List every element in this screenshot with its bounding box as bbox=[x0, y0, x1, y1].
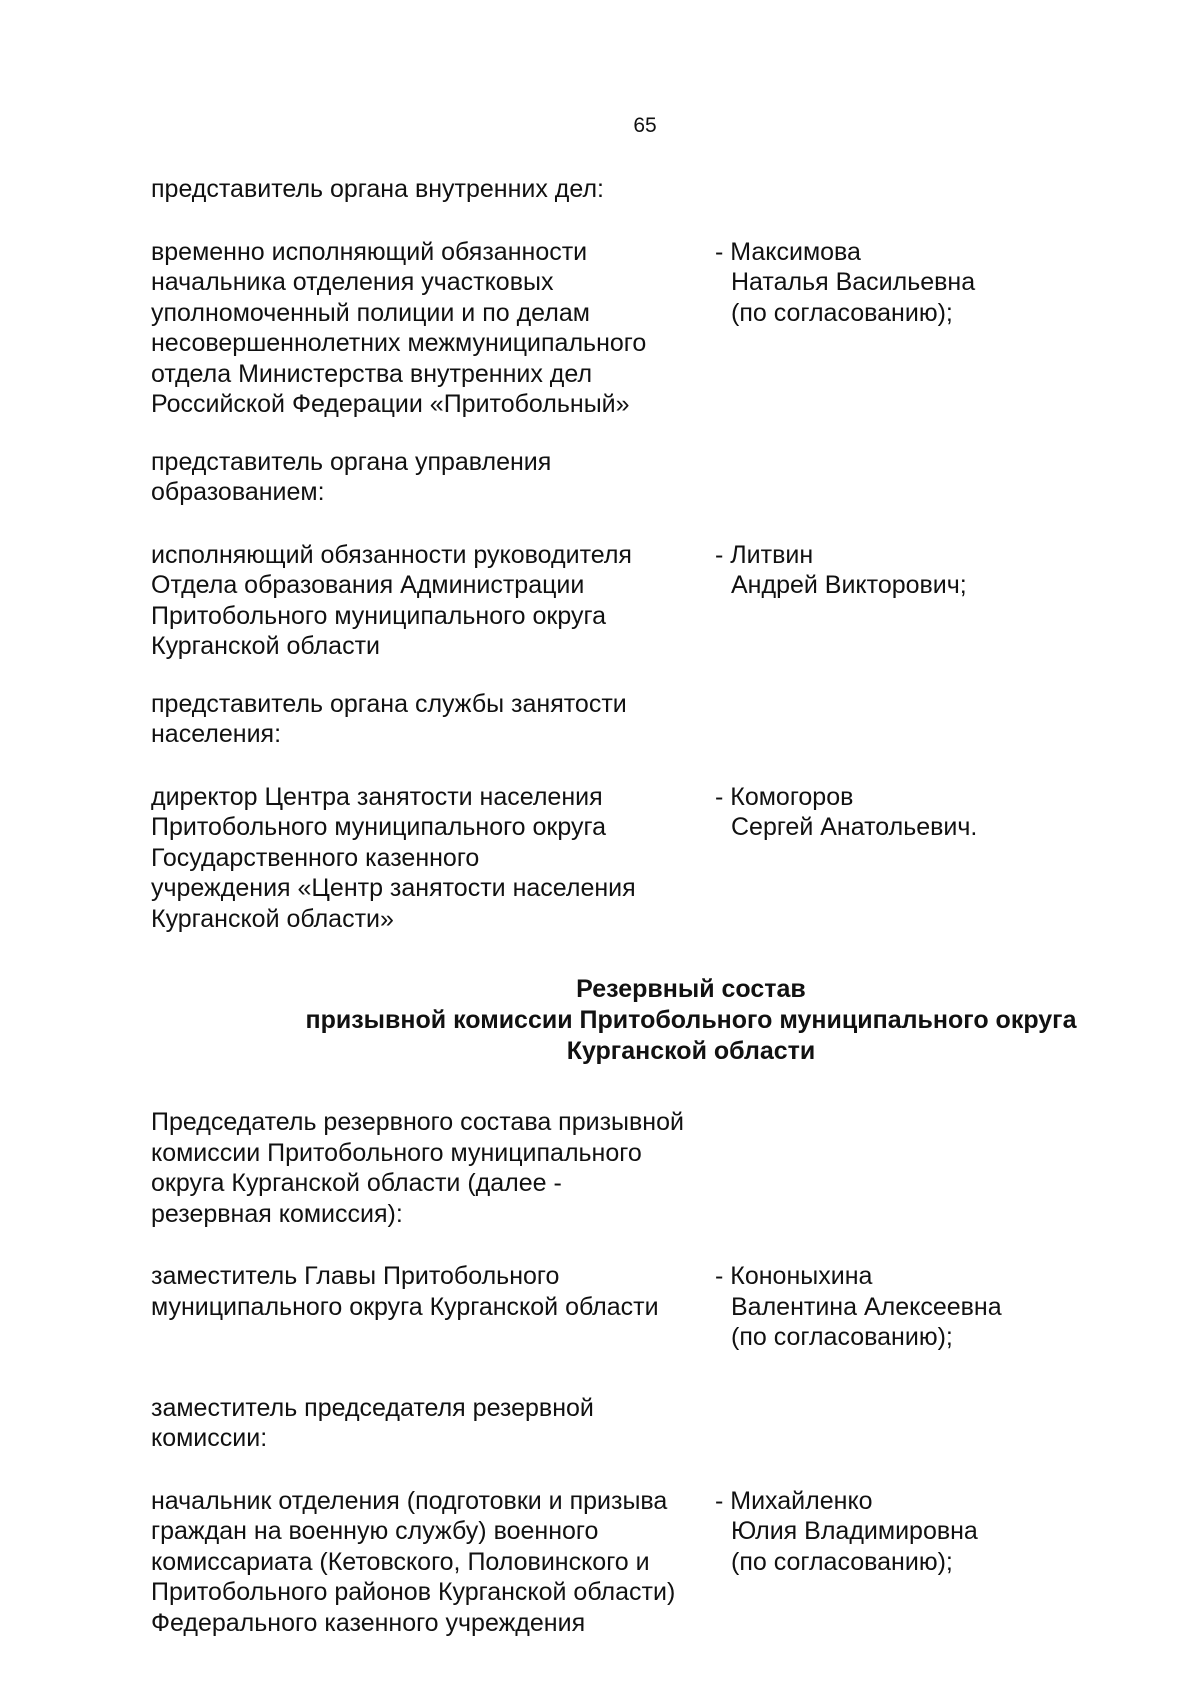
label-line: Председатель резервного состава призывной bbox=[151, 1108, 684, 1136]
agreement-note: (по согласованию); bbox=[731, 298, 953, 327]
position-line: директор Центра занятости населения bbox=[151, 782, 603, 811]
position-line: отдела Министерства внутренних дел bbox=[151, 359, 593, 388]
position-line: Курганской области» bbox=[151, 904, 394, 933]
label-line: заместитель председателя резервной bbox=[151, 1393, 594, 1422]
member-row-kononykhina bbox=[151, 1261, 1071, 1353]
label-line: комиссии Притобольного муниципального bbox=[151, 1138, 642, 1167]
surname: - Комогоров bbox=[715, 782, 854, 811]
label-line: комиссии: bbox=[151, 1424, 268, 1452]
position-line: Российской Федерации «Притобольный» bbox=[151, 390, 630, 418]
member-row-komogorov bbox=[151, 782, 1071, 935]
given-names: Юлия Владимировна bbox=[731, 1517, 978, 1545]
label-line: образованием: bbox=[151, 478, 325, 506]
rep-employment-label bbox=[151, 689, 1071, 750]
label-line: представитель органа внутренних дел: bbox=[151, 175, 605, 203]
position-line: начальника отделения участковых bbox=[151, 268, 554, 296]
position-line: исполняющий обязанности руководителя bbox=[151, 540, 632, 569]
position-line: Притобольного муниципального округа bbox=[151, 813, 606, 841]
member-row-litvin bbox=[151, 540, 1071, 662]
rep-education-label bbox=[151, 447, 1071, 508]
member-position bbox=[151, 1486, 731, 1639]
position-line: муниципального округа Курганской области bbox=[151, 1292, 659, 1321]
position-line: Федерального казенного учреждения bbox=[151, 1608, 586, 1637]
member-position bbox=[151, 540, 731, 662]
surname: - Литвин bbox=[715, 540, 814, 569]
position-line: комиссариата (Кетовского, Половинского и bbox=[151, 1547, 650, 1576]
reserve-chair-label bbox=[151, 1107, 1071, 1229]
agreement-note: (по согласованию); bbox=[731, 1323, 953, 1351]
heading-line: призывной комиссии Притобольного муниципального округа bbox=[305, 1006, 1077, 1034]
surname: - Максимова bbox=[715, 237, 861, 266]
position-line: Государственного казенного bbox=[151, 843, 480, 872]
position-line: начальник отделения (подготовки и призыва bbox=[151, 1486, 668, 1515]
member-position bbox=[151, 1261, 731, 1322]
label-line: округа Курганской области (далее - bbox=[151, 1169, 562, 1197]
position-line: Курганской области bbox=[151, 632, 381, 660]
position-line: уполномоченный полиции и по делам bbox=[151, 298, 590, 327]
given-names: Наталья Васильевна bbox=[731, 268, 976, 296]
document-body bbox=[151, 174, 1077, 1638]
surname: - Кононыхина bbox=[715, 1262, 873, 1290]
label-line: населения: bbox=[151, 720, 282, 748]
member-row-maksimova bbox=[151, 237, 1071, 420]
member-row-mikhaylenko bbox=[151, 1486, 1071, 1639]
reserve-heading bbox=[191, 974, 1191, 1067]
heading-line: Резервный состав bbox=[576, 975, 806, 1003]
heading-line: Курганской области bbox=[566, 1037, 816, 1065]
reserve-deputy-label bbox=[151, 1393, 1071, 1454]
member-name bbox=[715, 1261, 1071, 1353]
agreement-note: (по согласованию); bbox=[731, 1547, 953, 1576]
position-line: заместитель Главы Притобольного bbox=[151, 1262, 560, 1290]
position-line: Отдела образования Администрации bbox=[151, 571, 585, 599]
member-name bbox=[715, 1486, 1071, 1578]
member-name bbox=[715, 540, 1071, 601]
surname: - Михайленко bbox=[715, 1486, 873, 1515]
label-line: представитель органа службы занятости bbox=[151, 689, 627, 718]
member-position bbox=[151, 237, 731, 420]
page-number: 65 bbox=[633, 114, 657, 137]
rep-internal-affairs-label bbox=[151, 174, 1071, 205]
label-line: представитель органа управления bbox=[151, 447, 552, 476]
label-line: резервная комиссия): bbox=[151, 1199, 403, 1228]
given-names: Андрей Викторович; bbox=[731, 571, 967, 599]
position-line: Притобольного муниципального округа bbox=[151, 601, 606, 630]
member-position bbox=[151, 782, 731, 935]
given-names: Валентина Алексеевна bbox=[731, 1292, 1002, 1321]
position-line: временно исполняющий обязанности bbox=[151, 237, 588, 266]
member-name bbox=[715, 782, 1071, 843]
position-line: несовершеннолетних межмуниципального bbox=[151, 329, 647, 357]
position-line: учреждения «Центр занятости населения bbox=[151, 874, 636, 902]
given-names: Сергей Анатольевич. bbox=[731, 813, 978, 841]
position-line: граждан на военную службу) военного bbox=[151, 1517, 599, 1545]
member-name bbox=[715, 237, 1071, 329]
position-line: Притобольного районов Курганской области) bbox=[151, 1578, 676, 1606]
